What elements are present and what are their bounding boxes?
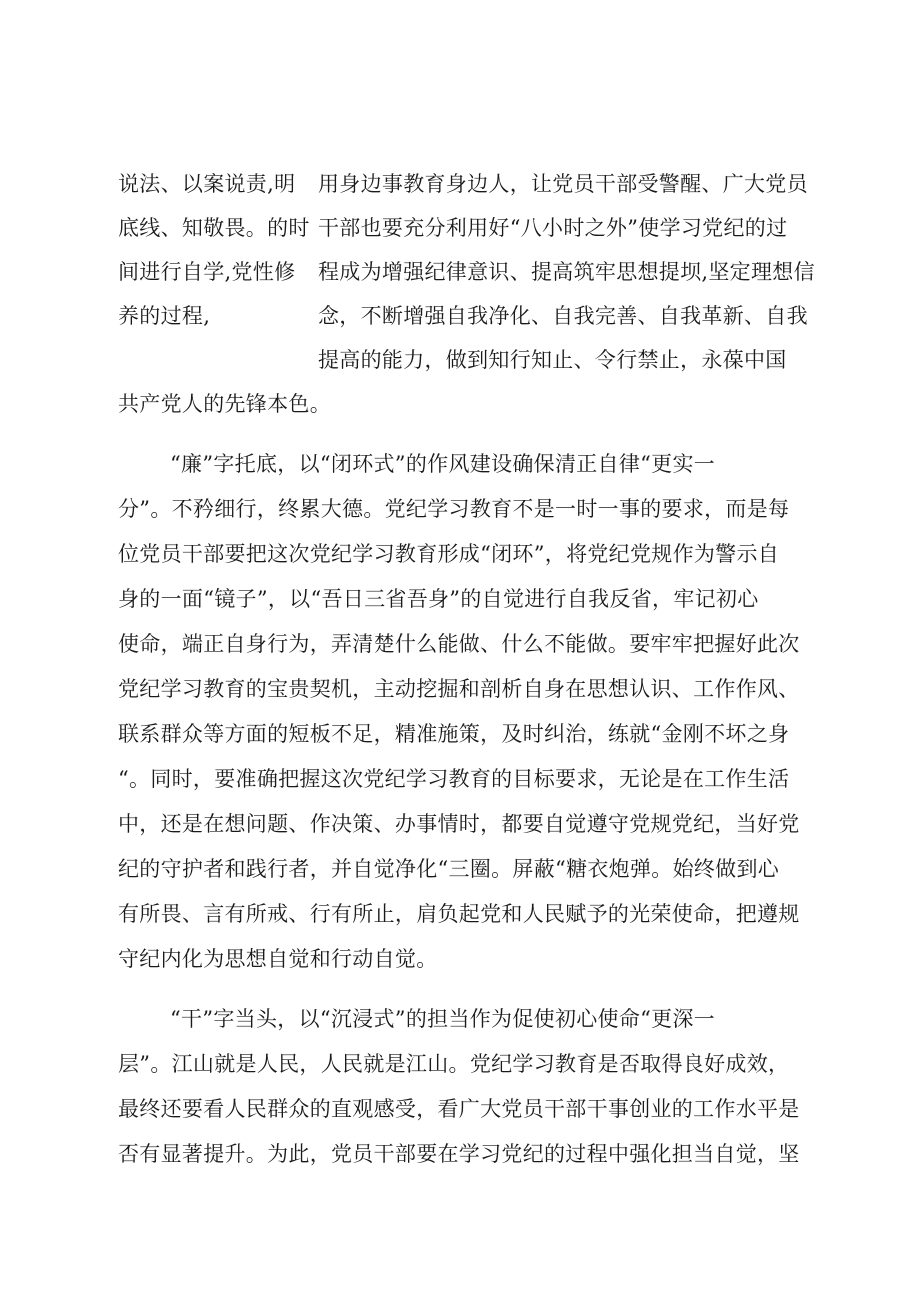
paragraph-gan-line: 最终还要看人民群众的直观感受，看广大党员干部干事创业的工作水平是 [118,1097,800,1121]
paragraph-gan-first-line: “干”字当头，以“沉浸式”的担当作为促使初心使命“更深一 [170,1007,716,1031]
paragraph-gan-line: 层”。江山就是人民，人民就是江山。党纪学习教育是否取得良好成效， [118,1052,790,1076]
paragraph-tail-line: 共产党人的先锋本色。 [118,392,331,416]
paragraph-lian-line: 有所畏、言有所戒、行有所止，肩负起党和人民赋予的光荣使命，把遵规 [118,902,800,926]
paragraph-lian-line: 位党员干部要把这次党纪学习教育形成“闭环”，将党纪党规作为警示自 [118,542,780,566]
paragraph-lian-line: “。同时，要准确把握这次党纪学习教育的目标要求，无论是在工作生活 [118,767,790,791]
paragraph-lian-line: 分”。不矜细行，终累大德。党纪学习教育不是一时一事的要求，而是每 [118,497,790,521]
right-column-line: 干部也要充分利用好“八小时之外”使学习党纪的过 [318,216,788,240]
paragraph-gan-line: 否有显著提升。为此，党员干部要在学习党纪的过程中强化担当自觉，坚 [118,1142,800,1166]
paragraph-lian-first-line: “廉”字托底，以“闭环式”的作风建设确保清正自律“更实一 [170,452,716,476]
paragraph-lian-line: 使命，端正自身行为，弄清楚什么能做、什么不能做。要牢牢把握好此次 [118,632,800,656]
left-column-line: 说法、以案说责,明 [118,172,296,196]
right-column-line: 程成为增强纪律意识、提高筑牢思想提坝,坚定理想信 [318,260,815,284]
paragraph-lian-line: 身的一面“镜子”，以“吾日三省吾身”的自觉进行自我反省，牢记初心 [118,587,759,611]
right-column-line: 提高的能力，做到知行知止、令行禁止，永葆中国 [318,348,787,372]
paragraph-lian-line: 纪的守护者和践行者，并自觉净化“三圈。屏蔽“糖衣炮弹。始终做到心 [118,857,780,881]
left-column-line: 养的过程, [118,304,211,328]
right-column-line: 念，不断增强自我净化、自我完善、自我革新、自我 [318,304,808,328]
left-column-line: 间进行自学,党性修 [118,260,296,284]
paragraph-lian-line: 守纪内化为思想自觉和行动自觉。 [118,947,438,971]
right-column-line: 用身边事教育身边人，让党员干部受警醒、广大党员 [318,172,808,196]
paragraph-lian-line: 中，还是在想问题、作决策、办事情时，都要自觉遵守党规党纪，当好党 [118,812,800,836]
paragraph-lian-line: 党纪学习教育的宝贵契机，主动挖掘和剖析自身在思想认识、工作作风、 [118,677,800,701]
paragraph-lian-line: 联系群众等方面的短板不足，精准施策，及时纠治，练就“金刚不坏之身 [118,722,790,746]
left-column-line: 底线、知敬畏。的时 [118,216,310,240]
